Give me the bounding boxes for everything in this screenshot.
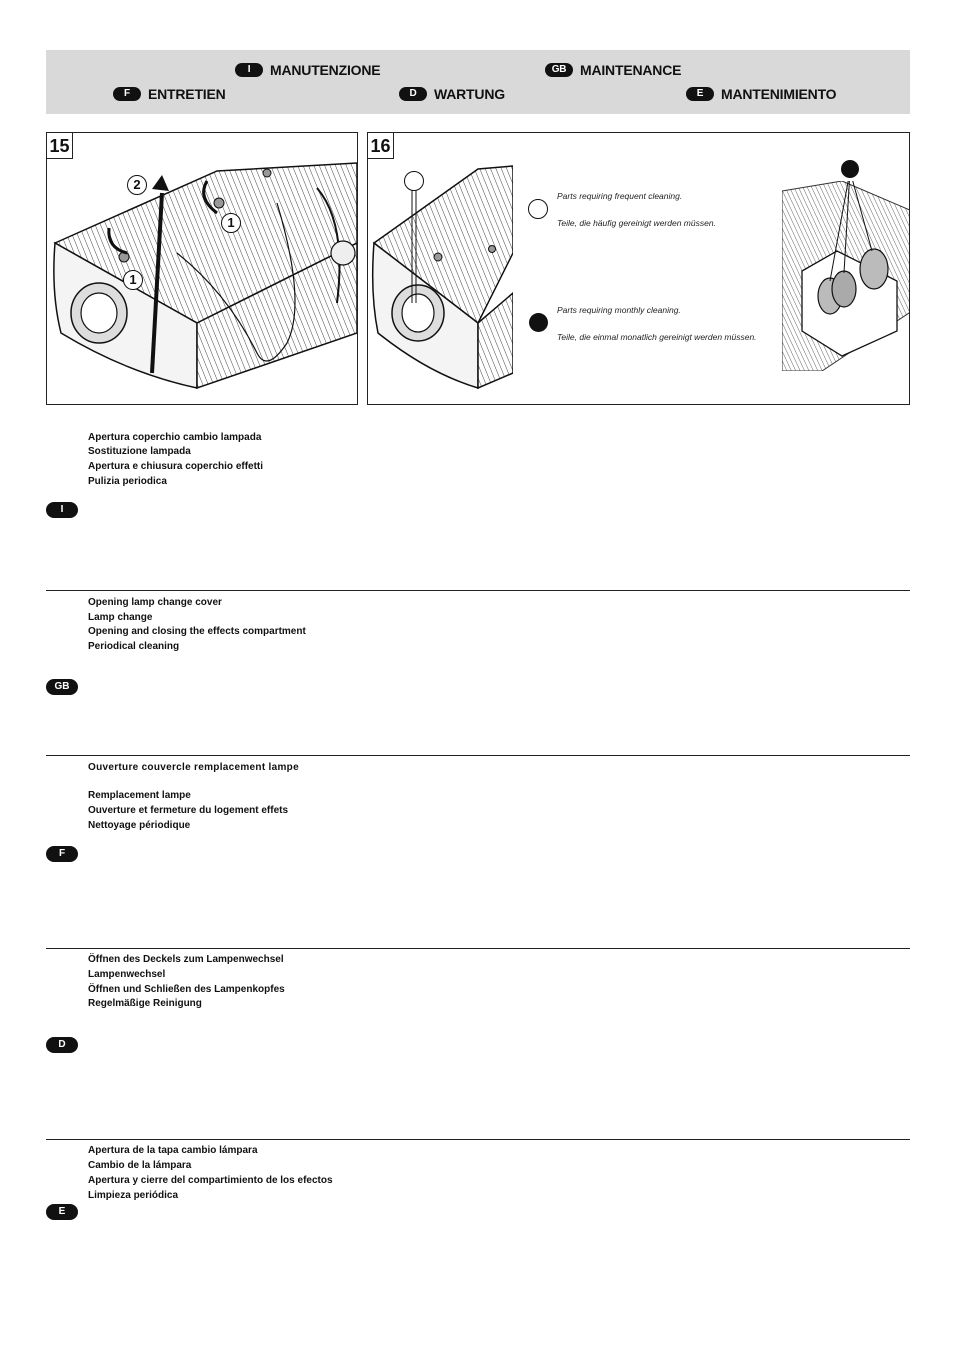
header-it xyxy=(235,62,380,78)
section-badge-i: I xyxy=(46,502,78,518)
header-es-label: MANTENIMIENTO xyxy=(721,86,837,102)
frequent-legend-symbol xyxy=(528,199,548,219)
list-item: Opening and closing the effects compartment xyxy=(88,626,306,637)
projector-lamp-cover-illustration xyxy=(47,133,358,405)
figure-number-16: 16 xyxy=(368,133,394,159)
list-item: Lamp change xyxy=(88,612,153,623)
list-item: Lampenwechsel xyxy=(88,969,166,980)
header-band xyxy=(46,50,910,114)
list-item: Opening lamp change cover xyxy=(88,597,222,608)
projector-front-illustration xyxy=(368,133,513,405)
header-it-label: MANUTENZIONE xyxy=(270,62,381,78)
header-de-label: WARTUNG xyxy=(434,86,505,102)
list-item: Apertura e chiusura coperchio effetti xyxy=(88,461,264,472)
section-badge-gb: GB xyxy=(46,679,78,695)
section-divider xyxy=(46,948,910,949)
list-item: Remplacement lampe xyxy=(88,790,191,801)
legend-monthly-en: Parts requiring monthly cleaning. xyxy=(557,305,681,315)
figure-16 xyxy=(367,132,910,405)
list-item: Regelmäßige Reinigung xyxy=(88,998,202,1009)
frequent-clean-marker xyxy=(404,171,424,191)
figure-15 xyxy=(46,132,358,405)
list-item: Öffnen des Deckels zum Lampenwechsel xyxy=(88,954,284,965)
section-divider xyxy=(46,1139,910,1140)
lang-badge-f: F xyxy=(113,87,141,101)
section-badge-d: D xyxy=(46,1037,78,1053)
legend-monthly-de: Teile, die einmal monatlich gereinigt werden müssen. xyxy=(557,332,757,342)
optics-internal-illustration xyxy=(782,181,910,371)
header-fr xyxy=(113,86,226,102)
list-item: Limpieza periódica xyxy=(88,1190,179,1201)
list-item: Cambio de la lámpara xyxy=(88,1160,192,1171)
lang-badge-gb: GB xyxy=(545,63,573,77)
header-es xyxy=(686,86,836,102)
callout-2: 2 xyxy=(127,175,147,195)
header-gb-label: MAINTENANCE xyxy=(580,62,682,78)
monthly-clean-marker xyxy=(841,160,859,178)
section-divider xyxy=(46,590,910,591)
section-badge-f: F xyxy=(46,846,78,862)
list-item: Ouverture et fermeture du logement effets xyxy=(88,805,289,816)
legend-frequent-en: Parts requiring frequent cleaning. xyxy=(557,191,683,201)
list-item: Pulizia periodica xyxy=(88,476,167,487)
legend-frequent-de: Teile, die häufig gereinigt werden müssen. xyxy=(557,218,716,228)
list-item: Ouverture couvercle remplacement lampe xyxy=(88,762,299,773)
figure-number-15: 15 xyxy=(47,133,73,159)
header-de xyxy=(399,86,505,102)
list-item: Apertura coperchio cambio lampada xyxy=(88,432,262,443)
lang-badge-i: I xyxy=(235,63,263,77)
lang-badge-d: D xyxy=(399,87,427,101)
list-item: Apertura de la tapa cambio lámpara xyxy=(88,1145,258,1156)
lang-badge-e: E xyxy=(686,87,714,101)
list-item: Nettoyage périodique xyxy=(88,820,191,831)
list-item: Apertura y cierre del compartimiento de los efectos xyxy=(88,1175,333,1186)
list-item: Öffnen und Schließen des Lampenkopfes xyxy=(88,984,285,995)
callout-1-left: 1 xyxy=(123,270,143,290)
header-fr-label: ENTRETIEN xyxy=(148,86,226,102)
section-divider xyxy=(46,755,910,756)
list-item: Sostituzione lampada xyxy=(88,446,191,457)
callout-1-right: 1 xyxy=(221,213,241,233)
header-gb xyxy=(545,62,681,78)
list-item: Periodical cleaning xyxy=(88,641,180,652)
monthly-legend-symbol xyxy=(529,313,548,332)
section-badge-e: E xyxy=(46,1204,78,1220)
